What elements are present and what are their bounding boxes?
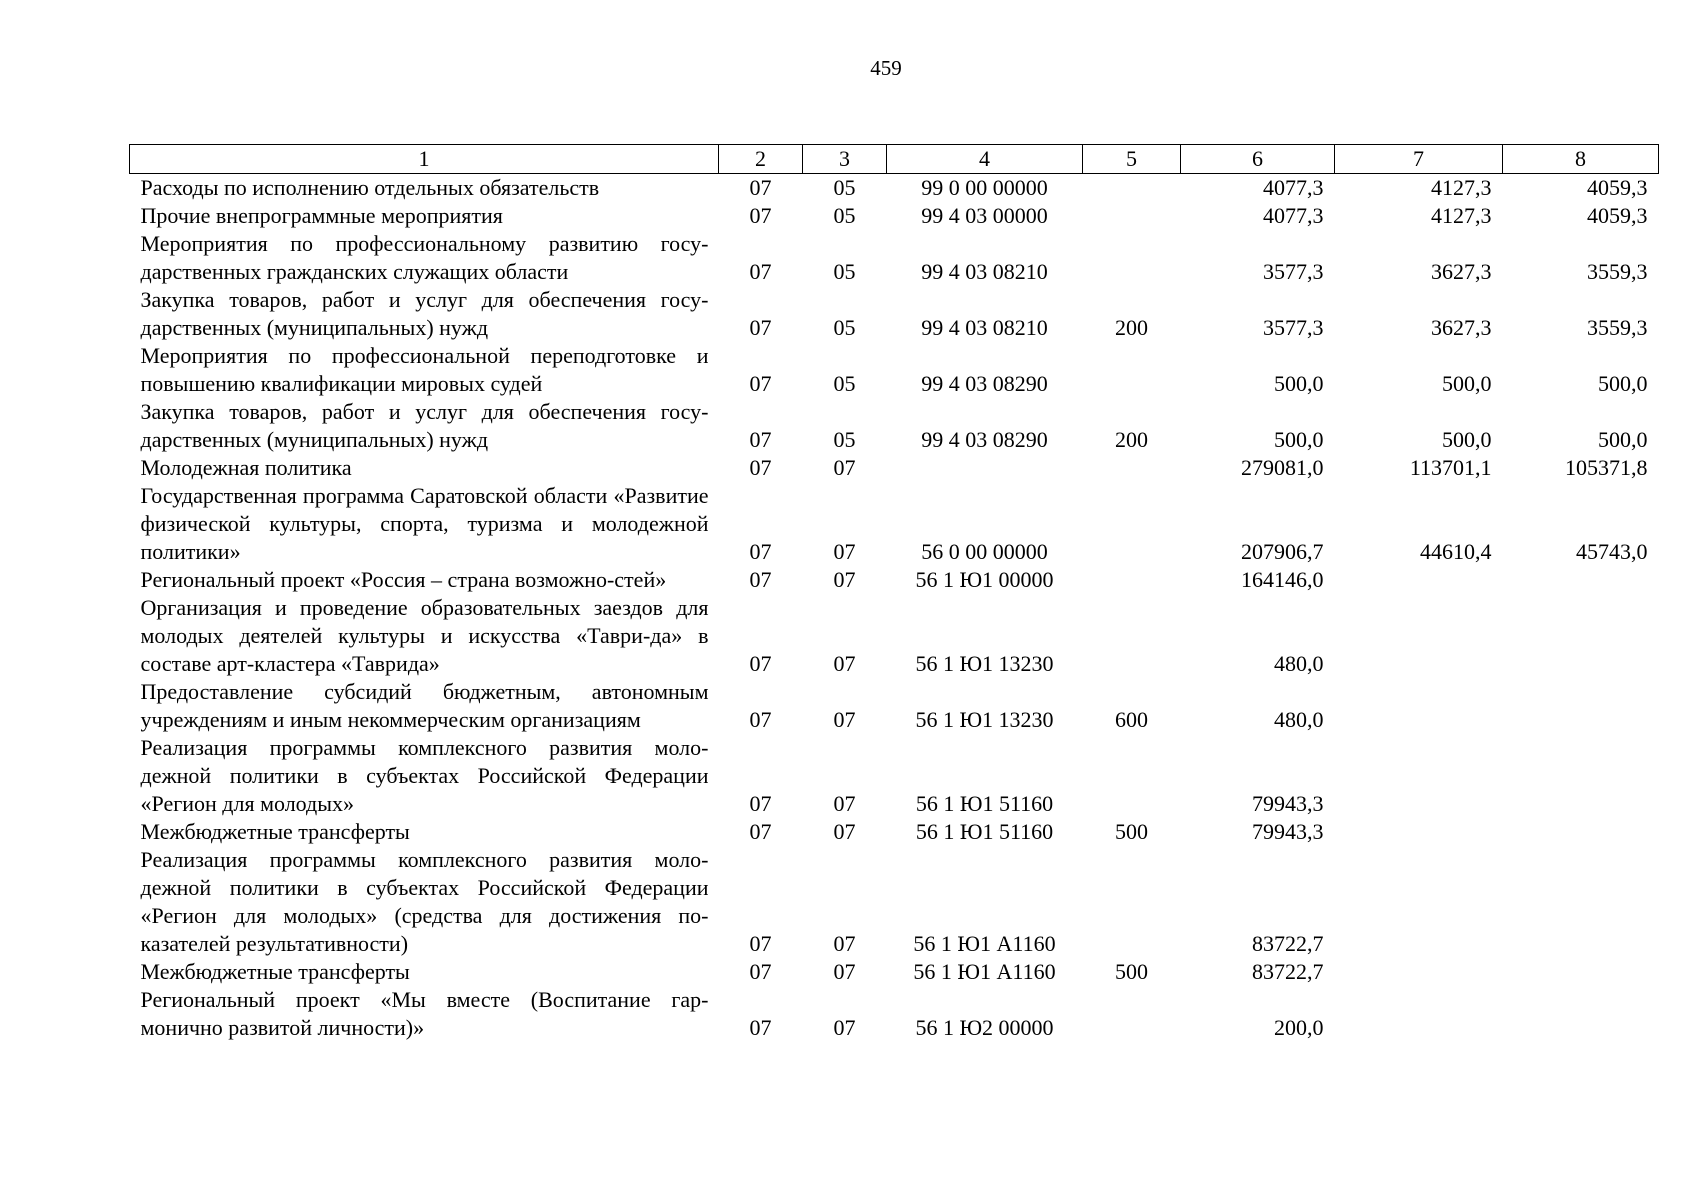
amount-col7-cell (1335, 734, 1503, 818)
table-row (130, 986, 1659, 1042)
amount-col7-cell (1335, 818, 1503, 846)
row-name-cell: Мероприятия по профессиональной переподготовке и повышению квалификации мировых судей (140, 343, 709, 396)
amount-col8-cell (1503, 678, 1659, 734)
column-header-6: 6 (1181, 145, 1335, 174)
expense-type-cell: 500 (1115, 819, 1148, 844)
amount-col6-cell: 200,0 (1274, 1015, 1324, 1040)
amount-col8-cell: 500,0 (1598, 371, 1648, 396)
table-row (130, 398, 1659, 454)
expense-type-cell (1083, 734, 1181, 818)
table-row (130, 286, 1659, 342)
amount-col8-cell: 3559,3 (1587, 259, 1648, 284)
row-name-cell: Закупка товаров, работ и услуг для обеспечения госу-дарственных (муниципальных) нужд (140, 287, 709, 340)
section-code-cell: 07 (749, 567, 772, 592)
table-row (130, 174, 1659, 203)
expense-type-cell (1083, 202, 1181, 230)
amount-col8-cell: 45743,0 (1576, 539, 1648, 564)
section-code-cell: 07 (749, 819, 772, 844)
amount-col6-cell: 79943,3 (1252, 819, 1324, 844)
section-code-cell: 07 (749, 1015, 772, 1040)
expense-type-cell (1083, 594, 1181, 678)
budget-table-container (129, 144, 1658, 1042)
subsection-code-cell: 07 (833, 791, 856, 816)
subsection-code-cell: 05 (833, 259, 856, 284)
target-article-cell: 56 1 Ю1 00000 (915, 567, 1054, 592)
target-article-cell: 56 1 Ю1 13230 (915, 651, 1054, 676)
section-code-cell: 07 (749, 315, 772, 340)
expense-type-cell (1083, 482, 1181, 566)
table-row (130, 818, 1659, 846)
section-code-cell: 07 (749, 539, 772, 564)
header-row (130, 145, 1659, 174)
expense-type-cell (1083, 986, 1181, 1042)
amount-col8-cell (1503, 958, 1659, 986)
subsection-code-cell: 07 (833, 959, 856, 984)
amount-col7-cell (1335, 678, 1503, 734)
column-header-8: 8 (1503, 145, 1659, 174)
section-code-cell: 07 (749, 259, 772, 284)
target-article-cell (887, 454, 1083, 482)
amount-col7-cell: 4127,3 (1431, 203, 1492, 228)
row-name-cell: Предоставление субсидий бюджетным, автономным учреждениям и иным некоммерческим организациям (140, 679, 709, 732)
row-name-cell: Молодежная политика (140, 455, 352, 480)
amount-col8-cell (1503, 566, 1659, 594)
column-header-1: 1 (130, 145, 719, 174)
expense-type-cell (1083, 846, 1181, 958)
row-name-cell: Межбюджетные трансферты (140, 819, 410, 844)
target-article-cell: 99 4 03 00000 (921, 203, 1048, 228)
table-row (130, 958, 1659, 986)
column-header-4: 4 (887, 145, 1083, 174)
amount-col7-cell: 4127,3 (1431, 175, 1492, 200)
expense-type-cell: 200 (1115, 427, 1148, 452)
amount-col6-cell: 83722,7 (1252, 959, 1324, 984)
table-row (130, 734, 1659, 818)
row-name-cell: Региональный проект «Россия – страна возможно-стей» (140, 567, 667, 592)
table-row (130, 678, 1659, 734)
table-row (130, 594, 1659, 678)
amount-col6-cell: 164146,0 (1241, 567, 1324, 592)
subsection-code-cell: 07 (833, 567, 856, 592)
row-name-cell: Мероприятия по профессиональному развитию госу-дарственных гражданских служащих области (140, 231, 709, 284)
amount-col7-cell: 44610,4 (1420, 539, 1492, 564)
column-header-2: 2 (719, 145, 803, 174)
budget-table (129, 144, 1659, 1042)
amount-col8-cell: 4059,3 (1587, 175, 1648, 200)
subsection-code-cell: 07 (833, 455, 856, 480)
subsection-code-cell: 07 (833, 651, 856, 676)
target-article-cell: 56 1 Ю1 51160 (915, 791, 1054, 816)
target-article-cell: 56 0 00 00000 (921, 539, 1048, 564)
amount-col6-cell: 3577,3 (1263, 259, 1324, 284)
table-row (130, 482, 1659, 566)
expense-type-cell (1083, 566, 1181, 594)
amount-col8-cell (1503, 846, 1659, 958)
column-header-7: 7 (1335, 145, 1503, 174)
subsection-code-cell: 05 (833, 203, 856, 228)
amount-col6-cell: 4077,3 (1263, 175, 1324, 200)
section-code-cell: 07 (749, 707, 772, 732)
section-code-cell: 07 (749, 175, 772, 200)
row-name-cell: Реализация программы комплексного развития моло-дежной политики в субъектах Российской Федерации «Регион для молодых» (140, 735, 709, 816)
section-code-cell: 07 (749, 203, 772, 228)
amount-col7-cell (1335, 566, 1503, 594)
target-article-cell: 99 0 00 00000 (921, 175, 1048, 200)
amount-col7-cell: 3627,3 (1431, 315, 1492, 340)
amount-col7-cell: 113701,1 (1409, 455, 1492, 480)
subsection-code-cell: 07 (833, 707, 856, 732)
amount-col6-cell: 480,0 (1274, 707, 1324, 732)
row-name-cell: Региональный проект «Мы вместе (Воспитание гар-монично развитой личности)» (140, 987, 709, 1040)
amount-col7-cell: 500,0 (1442, 371, 1492, 396)
page-number: 459 (870, 56, 902, 80)
section-code-cell: 07 (749, 791, 772, 816)
table-body (130, 174, 1659, 1043)
subsection-code-cell: 05 (833, 427, 856, 452)
table-row (130, 846, 1659, 958)
section-code-cell: 07 (749, 959, 772, 984)
target-article-cell: 99 4 03 08290 (921, 427, 1048, 452)
row-name-cell: Реализация программы комплексного развития моло-дежной политики в субъектах Российской Федерации «Регион для молодых» (средства для достижения по-казателей результативности) (140, 847, 709, 956)
row-name-cell: Расходы по исполнению отдельных обязательств (140, 175, 600, 200)
section-code-cell: 07 (749, 931, 772, 956)
subsection-code-cell: 07 (833, 1015, 856, 1040)
amount-col6-cell: 79943,3 (1252, 791, 1324, 816)
amount-col7-cell (1335, 846, 1503, 958)
subsection-code-cell: 07 (833, 539, 856, 564)
subsection-code-cell: 05 (833, 175, 856, 200)
table-row (130, 230, 1659, 286)
amount-col8-cell: 4059,3 (1587, 203, 1648, 228)
amount-col6-cell: 279081,0 (1241, 455, 1324, 480)
target-article-cell: 99 4 03 08210 (921, 315, 1048, 340)
expense-type-cell (1083, 342, 1181, 398)
amount-col8-cell (1503, 986, 1659, 1042)
table-row (130, 454, 1659, 482)
row-name-cell: Межбюджетные трансферты (140, 959, 410, 984)
amount-col7-cell (1335, 958, 1503, 986)
amount-col7-cell: 3627,3 (1431, 259, 1492, 284)
expense-type-cell: 200 (1115, 315, 1148, 340)
amount-col7-cell (1335, 986, 1503, 1042)
section-code-cell: 07 (749, 371, 772, 396)
row-name-cell: Государственная программа Саратовской области «Развитие физической культуры, спорта, туризма и молодежной политики» (140, 483, 709, 564)
target-article-cell: 56 1 Ю1 13230 (915, 707, 1054, 732)
amount-col8-cell: 3559,3 (1587, 315, 1648, 340)
amount-col7-cell (1335, 594, 1503, 678)
section-code-cell: 07 (749, 427, 772, 452)
table-row (130, 342, 1659, 398)
amount-col6-cell: 480,0 (1274, 651, 1324, 676)
expense-type-cell (1083, 174, 1181, 203)
expense-type-cell: 500 (1115, 959, 1148, 984)
expense-type-cell: 600 (1115, 707, 1148, 732)
expense-type-cell (1083, 230, 1181, 286)
row-name-cell: Организация и проведение образовательных заездов для молодых деятелей культуры и искусства «Таври-да» в составе арт-кластера «Таврида» (140, 595, 709, 676)
subsection-code-cell: 07 (833, 819, 856, 844)
amount-col6-cell: 500,0 (1274, 427, 1324, 452)
target-article-cell: 99 4 03 08290 (921, 371, 1048, 396)
amount-col6-cell: 83722,7 (1252, 931, 1324, 956)
amount-col8-cell (1503, 818, 1659, 846)
amount-col8-cell: 500,0 (1598, 427, 1648, 452)
column-header-3: 3 (803, 145, 887, 174)
subsection-code-cell: 05 (833, 315, 856, 340)
amount-col6-cell: 4077,3 (1263, 203, 1324, 228)
expense-type-cell (1083, 454, 1181, 482)
target-article-cell: 56 1 Ю2 00000 (915, 1015, 1054, 1040)
table-row (130, 202, 1659, 230)
amount-col6-cell: 207906,7 (1241, 539, 1324, 564)
amount-col8-cell (1503, 734, 1659, 818)
section-code-cell: 07 (749, 651, 772, 676)
table-row (130, 566, 1659, 594)
row-name-cell: Закупка товаров, работ и услуг для обеспечения госу-дарственных (муниципальных) нужд (140, 399, 709, 452)
amount-col6-cell: 500,0 (1274, 371, 1324, 396)
amount-col8-cell: 105371,8 (1565, 455, 1648, 480)
column-header-5: 5 (1083, 145, 1181, 174)
target-article-cell: 56 1 Ю1 51160 (915, 819, 1054, 844)
target-article-cell: 56 1 Ю1 А1160 (913, 959, 1056, 984)
amount-col7-cell: 500,0 (1442, 427, 1492, 452)
table-header (130, 145, 1659, 174)
amount-col6-cell: 3577,3 (1263, 315, 1324, 340)
target-article-cell: 56 1 Ю1 А1160 (913, 931, 1056, 956)
subsection-code-cell: 05 (833, 371, 856, 396)
row-name-cell: Прочие внепрограммные мероприятия (140, 203, 503, 228)
subsection-code-cell: 07 (833, 931, 856, 956)
section-code-cell: 07 (749, 455, 772, 480)
amount-col8-cell (1503, 594, 1659, 678)
target-article-cell: 99 4 03 08210 (921, 259, 1048, 284)
